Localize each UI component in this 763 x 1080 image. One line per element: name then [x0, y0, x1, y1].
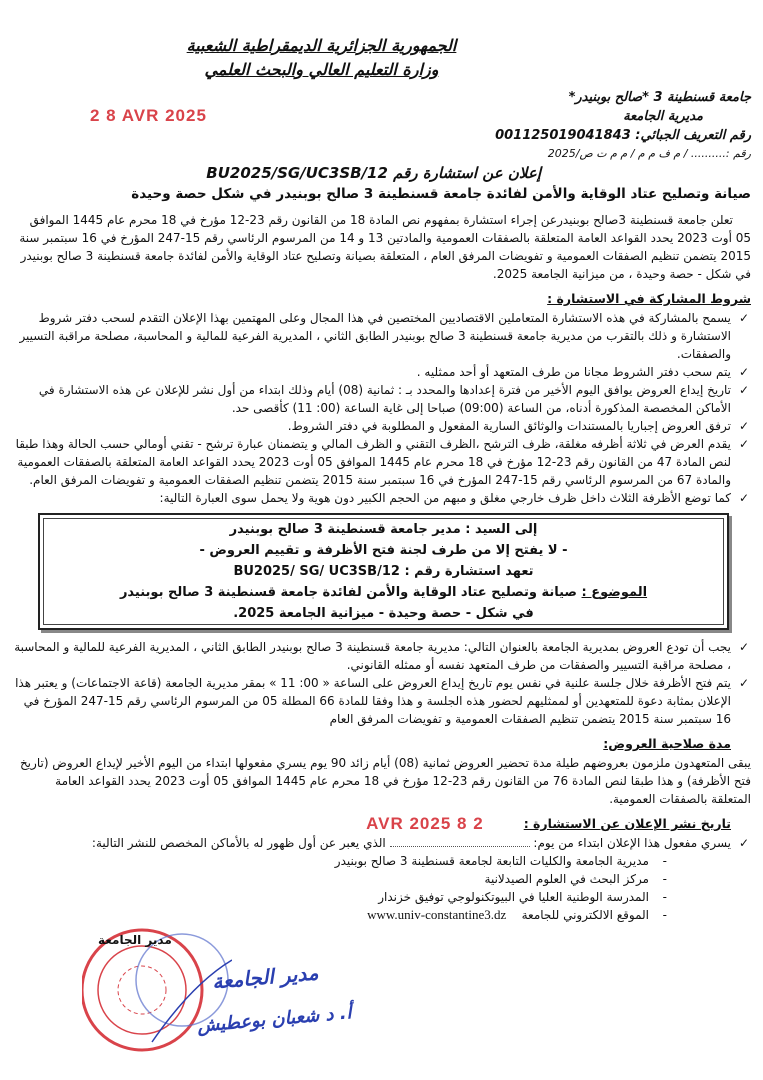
directorate-name: مديرية الجامعة [623, 109, 703, 124]
republic-heading: الجمهورية الجزائرية الديمقراطية الشعبية [186, 36, 457, 55]
list-item: ✓ يجب أن تودع العروض بمديرية الجامعة بالعنوان التالي: مديرية جامعة قسنطينة 3 صالح بوبنيدر الطابق الثاني ، المديرية الفرعية للمالية و المحاسبة ، مصلحة مراقبة التسيير والصفقات من طرف المتعهد نفسه أو ممثله القانوني. [12, 638, 751, 674]
publication-heading: تاريخ نشر الإعلان عن الاستشارة : [523, 816, 731, 831]
validity-section [12, 734, 751, 808]
envelope-notice: - لا يفتح إلا من طرف لجنة فتح الأظرفة و تقييم العروض - [199, 543, 568, 558]
envelope-lot: في شكل - حصة وحيدة - ميزانية الجامعة 2025. [233, 606, 534, 621]
list-item: - مركز البحث في العلوم الصيدلانية [12, 870, 671, 888]
list-item: ✓ يتم سحب دفتر الشروط مجانا من طرف المتعهد أو أحد ممثليه . [12, 363, 751, 381]
handwritten-title: مدير الجامعة [211, 960, 320, 994]
validity-heading: مدة صلاحية العروض: [603, 736, 731, 751]
university-name: جامعة قسنطينة 3 *صالح بوبنيدر* [568, 90, 751, 105]
handwritten-name: أ. د شعبان بوعطيش [196, 1002, 353, 1037]
announcement-title: إعلان عن استشارة رقم BU2025/SG/UC3SB/12 [206, 164, 541, 182]
list-item [12, 906, 671, 924]
conditions-heading: شروط المشاركة في الاستشارة : [547, 291, 751, 306]
website-label: الموقع الالكتروني للجامعة [521, 908, 649, 922]
validity-text: يبقى المتعهدون ملزمون بعروضهم طيلة مدة تحضير العروض ثمانية (08) أيام زائد 90 يوم يسري مفعولها ابتداء من اليوم الأخير لإيداع العروض (تاريخ فتح الأظرفة) و هذا طبقا لنص المادة 76 من القانون رقم 23-12 مؤرخ في 18 محرم عام 1445 الموافق 05 أوت 2023 يحدد القواعد العامة المتعلقة بالصفقات العمومية. [19, 756, 751, 806]
list-item: ✓ يقدم العرض في ثلاثة أظرفه مغلقة، ظرف الترشح ،الظرف التقني و الظرف المالي و يتضمنان عبارة ترشح - تقني أومالي حسب الحالة وهذا طبقا لنص المادة 47 من القانون رقم 23-12 مؤرخ في 18 محرم عام 1445 الموافق 05 أوت 2023 يحدد القواعد العامة المتعلقة بالصفقات العمومية والمادة 67 من المرسوم الرئاسي رقم 15-247 المؤرخ في 16 سبتمبر سنة 2015 يتضمن تنظيم الصفقات العمومية و تفويضات المرفق العام. [12, 435, 751, 489]
envelope-reference: تعهد استشارة رقم : BU2025/ SG/ UC3SB/12 [233, 564, 534, 579]
fiscal-id [12, 126, 751, 146]
effective-after: الذي يعبر عن أول ظهور له بالأماكن المخصص للنشر التالية: [91, 836, 386, 850]
effective-before: يسري مفعول هذا الإعلان ابتداء من يوم: [533, 836, 731, 850]
fiscal-id-value: 001125019041843 [495, 128, 631, 143]
list-item: ✓ تاريخ إيداع العروض يوافق اليوم الأخير من فترة إعدادها والمحدد بـ : ثمانية (08) أيام وذلك ابتداء من أول نشر للإعلان عن هذه الاستشارة في الأماكن المخصصة المذكورة أدناه، من الساعة (09:00) صباحا إلى غاية الساعة (00: 11) كأقصى حد. [12, 381, 751, 417]
envelope-subject: صيانة وتصليح عتاد الوقاية والأمن لفائدة جامعة قسنطينة 3 صالح بوبنيدر [119, 585, 577, 600]
signature-area [12, 924, 751, 1054]
publication-date-stamp: 2 8 AVR 2025 [366, 814, 484, 833]
deposit-list [12, 638, 751, 728]
envelope-recipient: إلى السيد : مدير جامعة قسنطينة 3 صالح بوبنيدر [229, 522, 538, 537]
conditions-section [12, 289, 751, 507]
list-item: ✓ يسمح بالمشاركة في هذه الاستشارة المتعاملين الاقتصاديين المختصين في هذا المجال وعلى المهتمين بهذا الإعلان التقدم لسحب دفتر شروط الاستشارة و ذلك بالتقرب من مديرية جامعة قسنطينة 3 صالح بوبنيدر الطابق الثاني ، المديرية الفرعية للمالية و المحاسبة، مصلحة مراقبة التسيير والصفقات. [12, 309, 751, 363]
fiscal-id-label: رقم التعريف الجبائي: [635, 128, 751, 143]
website-link[interactable]: www.univ-constantine3.dz [367, 907, 507, 922]
ministry-heading: وزارة التعليم العالي والبحث العلمي [204, 60, 439, 79]
publication-effective: ✓ يسري مفعول هذا الإعلان ابتداء من يوم: الذي يعبر عن أول ظهور له بالأماكن المخصص للنشر التالية: [91, 836, 749, 850]
reference-number: رقم :.......... / م ف م م / م م ت ص/2025 [547, 147, 751, 160]
publication-heading-row [12, 814, 751, 834]
list-item: ✓ ترفق العروض إجباريا بالمستندات والوثائق السارية المفعول و المطلوبة في دفتر الشروط. [12, 417, 751, 435]
publication-places [12, 852, 671, 924]
signature-title: مدير الجامعة [98, 933, 172, 947]
intro-paragraph: تعلن جامعة قسنطينة 3صالح بوبنيدرعن إجراء استشارة بمفهوم نص المادة 18 من القانون رقم 23-12 مؤرخ في 18 محرم عام 1445 الموافق 05 أوت 2023 يحدد القواعد العامة المتعلقة بالصفقات العمومية والمادتين 13 و 14 من المرسوم الرئاسي رقم 15-247 المؤرخ في 16 سبتمبر سنة 2015 يتضمن تنظيم الصفقات العمومية و تفويضات المرفق العام ، المتعلقة بصيانة وتصليح عتاد الوقاية والأمن لفائدة جامعة قسنطينة 3 صالح بوبنيدر في شكل - حصة وحيدة ، من ميزانية الجامعة 2025. [19, 213, 751, 281]
envelope-label-box [38, 513, 729, 630]
announcement-subject: صيانة وتصليح عتاد الوقاية والأمن لفائدة جامعة قسنطينة 3 صالح بوبنيدر في شكل حصة وحيدة [131, 186, 751, 202]
deposit-section [12, 638, 751, 728]
list-item: - المدرسة الوطنية العليا في البيوتكنولوجي توفيق خزندار [12, 888, 671, 906]
list-item: - مديرية الجامعة والكليات التابعة لجامعة قسنطينة 3 صالح بوبنيدر [12, 852, 671, 870]
list-item: ✓ يتم فتح الأظرفة خلال جلسة علنية في نفس يوم تاريخ إيداع العروض على الساعة « 00: 11 » بمقر مديرية الجامعة (قاعة الاجتماعات) و يعتبر هذا الإعلان بمثابة دعوة للمتعهدين أو لممثليهم لحضور هذه الجلسة و هذا وفقا للمادة 66 المطلة 05 من المرسوم الرئاسي رقم 15-247 المؤرخ في 16 سبتمبر سنة 2015 يتضمن تنظيم الصفقات العمومية و تفويضات المرفق العام [12, 674, 751, 728]
envelope-subject-label: الموضوع : [581, 585, 648, 600]
date-stamp: 2 8 AVR 2025 [90, 106, 207, 125]
list-item: ✓ كما توضع الأظرفة الثلاث داخل ظرف خارجي مغلق و مبهم من الحجم الكبير دون هوية ولا يحمل سوى العبارة التالية: [12, 489, 751, 507]
conditions-list [12, 309, 751, 507]
